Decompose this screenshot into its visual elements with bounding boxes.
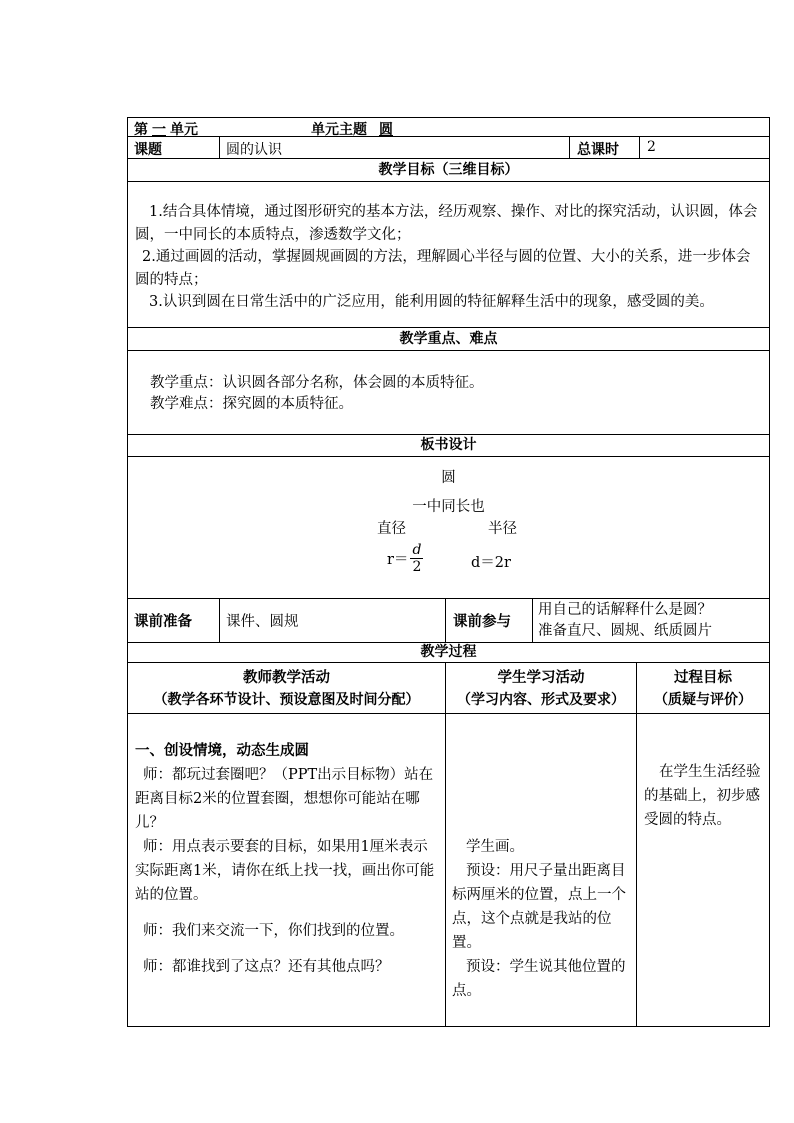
focus-point: 教学重点：认识圆各部分名称，体会圆的本质特征。	[150, 375, 484, 391]
student-paragraph-1: 学生画。	[466, 839, 524, 855]
teacher-paragraph-1: 师：都玩过套圈吧？（PPT出示目标物）站在距离目标2米的位置套圈，想想你可能站在哪儿？	[135, 767, 434, 831]
unit-suffix: 单元	[170, 122, 198, 138]
title-value: 圆的认识	[219, 137, 569, 158]
teacher-paragraph-2: 师：用点表示要套的目标，如果用1厘米表示实际距离1米，请你在纸上找一找，画出你可能站的位置。	[135, 839, 435, 903]
col-teacher-header	[128, 663, 445, 713]
col-student-subtitle: （学习内容、形式及要求）	[457, 692, 625, 708]
theme-label: 单元主题	[311, 122, 367, 138]
board-line1: 一中同长也	[412, 499, 485, 515]
difficulty-point: 教学难点：探究圆的本质特征。	[150, 396, 353, 412]
fraction-denominator: 2	[412, 559, 422, 575]
process-goal	[636, 714, 769, 1026]
objectives-heading: 教学目标（三维目标）	[128, 159, 769, 182]
title-label: 课题	[134, 142, 162, 158]
objective-item-3: 3.认识到圆在日常生活中的广泛应用，能利用圆的特征解释生活中的现象，感受圆的美。	[149, 294, 714, 310]
theme-value: 圆	[379, 122, 393, 138]
board-formula-right: d＝2r	[471, 555, 511, 571]
teacher-activity	[128, 714, 445, 1026]
student-paragraph-3: 预设：学生说其他位置的点。	[452, 959, 626, 999]
process-column-headers	[128, 663, 769, 714]
teacher-paragraph-4: 师：都谁找到了这点？还有其他点吗？	[143, 959, 390, 975]
lesson-title-row	[128, 137, 769, 159]
student-paragraph-2: 预设：用尺子量出距离目标两厘米的位置，点上一个点，这个点就是我站的位置。	[452, 863, 626, 951]
board-radius: 半径	[488, 521, 517, 537]
objective-item-1: 1.结合具体情境，通过图形研究的基本方法，经历观察、操作、对比的探究活动，认识圆，体会圆，一中同长的本质特点，渗透数学文化；	[135, 204, 758, 243]
prep-label: 课前准备	[134, 613, 192, 630]
unit-theme	[311, 119, 405, 136]
unit-prefix: 第	[134, 122, 148, 138]
fraction-numerator: d	[412, 542, 422, 558]
col-goal-subtitle: （质疑与评价）	[654, 692, 752, 708]
participation-line2: 准备直尺、圆规、纸质圆片	[538, 623, 712, 639]
lesson-plan-table	[127, 117, 770, 1027]
objective-item-2: 2.通过画圆的活动，掌握圆规画圆的方法，理解圆心半径与圆的位置、大小的关系，进一步体会圆的特点；	[135, 249, 751, 288]
unit-label	[134, 119, 198, 136]
goal-paragraph-1: 在学生生活经验的基础上，初步感受圆的特点。	[644, 764, 761, 828]
unit-number: 一	[152, 122, 166, 138]
teacher-paragraph-3: 师：我们来交流一下，你们找到的位置。	[143, 923, 404, 939]
hours-label: 总课时	[569, 137, 639, 158]
col-teacher-title: 教师教学活动	[243, 669, 330, 686]
participation-label: 课前参与	[445, 599, 532, 642]
key-points-content	[128, 351, 769, 435]
board-title: 圆	[441, 470, 456, 486]
preparation-row	[128, 599, 769, 643]
board-diameter: 直径	[377, 521, 406, 537]
col-teacher-subtitle: （教学各环节设计、预设意图及时间分配）	[153, 692, 420, 708]
process-heading: 教学过程	[128, 643, 769, 663]
col-student-title: 学生学习活动	[497, 669, 585, 686]
process-body	[128, 714, 769, 1026]
hours-value: 2	[639, 137, 769, 158]
teacher-section-title: 一、创设情境，动态生成圆	[135, 742, 309, 759]
key-points-heading: 教学重点、难点	[128, 328, 769, 351]
board-design	[128, 457, 769, 599]
unit-header-row	[128, 118, 769, 137]
participation-value	[532, 599, 769, 642]
col-goal-header	[636, 663, 769, 713]
formula-fraction	[410, 542, 423, 575]
board-formula-left	[387, 542, 423, 575]
student-activity	[445, 714, 636, 1026]
board-heading: 板书设计	[128, 435, 769, 457]
col-student-header	[445, 663, 636, 713]
prep-value: 课件、圆规	[219, 599, 445, 642]
formula-left-text: r＝	[387, 552, 409, 568]
col-goal-title: 过程目标	[674, 669, 732, 686]
participation-line1: 用自己的话解释什么是圆？	[538, 602, 712, 618]
objectives-content	[128, 182, 769, 328]
